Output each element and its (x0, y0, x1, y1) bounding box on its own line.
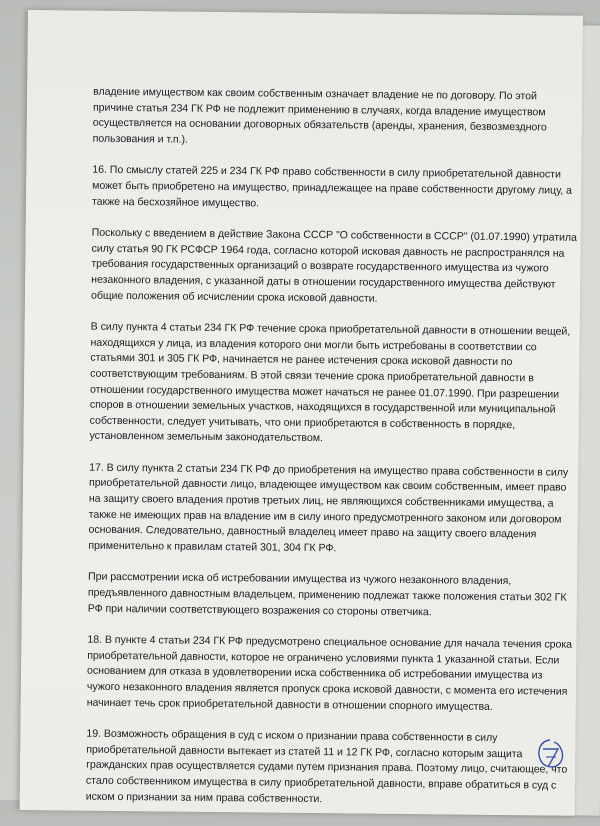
paragraph-18: 18. В пункте 4 статьи 234 ГК РФ предусмотрено специальное основание для начала течения срока приобретательной давности, которое не ограничено условиями пункта 1 указанной статьи. Если основанием для отказа в удовлетворении иска собственника об истребовании имущества из чужого незаконного владения является пропуск срока исковой давности, с момента его истечения начинает течь срок приобретательной давности в отношении спорного имущества. (86, 633, 573, 713)
handwritten-signature (534, 737, 566, 773)
paragraph-19: 19. Возможность обращения в суд с иском о признании права собственности в силу приобретательной давности вытекает из статей 11 и 12 ГК РФ, согласно которым защита гражданских прав осуществляется судами путем признания права. Поэтому лицо, считающее, что стало собственником имущества в силу приобретательной давности, вправе обратиться в суд с иском о признании за ним права собственности. (85, 727, 568, 805)
document-body (86, 85, 580, 826)
paragraph-continuation: владение имуществом как своим собственным означает владение не по договору. По этой причине статья 234 ГК РФ не подлежит применению в случаях, когда владение имуществом осуществляется на основании договорных обязательств (аренды, хранения, безвозмездного пользования и т.п.). (92, 85, 547, 146)
paragraph-16-state-property: Поскольку с введением в действие Закона СССР "О собственности в СССР" (01.07.1990) утратила силу статья 90 ГК РСФСР 1964 года, согласно которой исковая давность не распространялся на требования государственных организаций о возврате государственного имущества из чужого незаконного владения, с указанной даты в отношении государственного имущества действуют общие положения об исчислении срока исковой давности. (90, 226, 577, 305)
paragraph-17: 17. В силу пункта 2 статьи 234 ГК РФ до приобретения на имущество права собственности в силу приобретательной давности лицо, владеющее имуществом как своим собственным, имеет право на защиту своего владения против третьих лиц, не являющихся собственниками имущества, а также не имеющих прав на владение им в силу иного предусмотренного законом или договором основания. Следовательно, давностный владелец имеет право на защиту своего владения применительно к правилам статей 301, 304 ГК РФ. (88, 461, 569, 555)
paragraph-16-limitation-start: В силу пункта 4 статьи 234 ГК РФ течение срока приобретательной давности в отношении вещей, находящихся у лица, из владения которого они могли быть истребованы в соответствии со статьями 301 и 305 ГК РФ, начинается не ранее истечения срока исковой давности по соответствующим требованиям. В этой связи течение срока приобретательной давности в отношении государственного имущества может начаться не ранее 01.07.1990. При разрешении споров в отношении земельных участков, находящихся в государственной или муниципальной собственности, следует учитывать, что они приобретаются в собственность в порядке, установленном земельным законодательством. (89, 320, 571, 445)
paragraph-17-reclaim-claim: При рассмотрении иска об истребовании имущества из чужого незаконного владения, предъявленного давностным владельцем, применению подлежат также положения статьи 302 ГК РФ при наличии соответствующего возражения со стороны ответчика. (87, 571, 567, 618)
document-page (20, 10, 583, 816)
paragraph-16: 16. По смыслу статей 225 и 234 ГК РФ право собственности в силу приобретательной давности может быть приобретено на имущество, принадлежащее на праве собственности другому лицу, а также на бесхозяйное имущество. (91, 164, 572, 209)
